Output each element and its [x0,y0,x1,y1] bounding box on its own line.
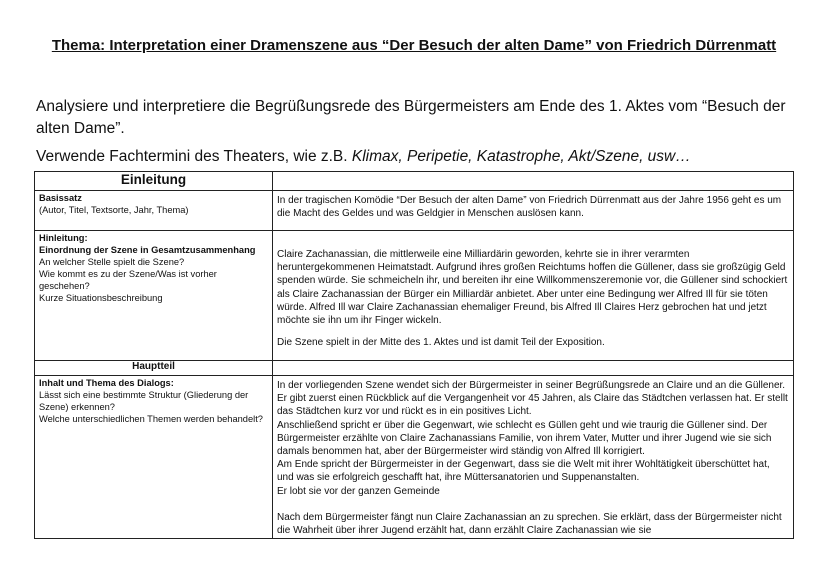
inhalt-text-4: Am Ende spricht der Bürgermeister in der Gegenwart, dass sie die Welt mit ihrer Wohltätigkeit überschüttet hat, und was sie erfolgreich geschafft hat, ihre Müttersanatorien und Suppenanstalten. [277,459,770,484]
inhalt-text-cell [273,376,794,539]
table-header-hauptteil [35,361,794,376]
inhalt-text-6: Nach dem Bürgermeister fängt nun Claire Zachanassian an zu sprechen. Sie erklärt, dass der Bürgermeister nicht die Wahrheit über ihrer Jugend erzählt hat, dann erzählt Claire Zachanassian wie sie [277,511,782,537]
table-row-basissatz [35,191,794,231]
hinleitung-text-2: Die Szene spielt in der Mitte des 1. Aktes und ist damit Teil der Exposition. [277,337,605,349]
analysis-table [34,171,794,539]
instruction-terms-prefix: Verwende Fachtermini des Theaters, wie z.B. [36,148,352,165]
basissatz-description: (Autor, Titel, Textsorte, Jahr, Thema) [39,205,189,215]
inhalt-text-5: Er lobt sie vor der ganzen Gemeinde [277,485,440,497]
hinleitung-label: Hinleitung: [39,233,88,243]
hinleitung-text-cell [273,231,794,361]
inhalt-question-2: Welche unterschiedlichen Themen werden behandelt? [39,414,263,424]
inhalt-label: Inhalt und Thema des Dialogs: [39,378,174,388]
hinleitung-text-1: Claire Zachanassian, die mittlerweile eine Milliardärin geworden, kehrte sie in ihrer verarmten heruntergekommenen Heimatstadt. Aufgrund ihres großen Reichtums hoffen die Güllener, dass sie großzügig Geld spenden würde. Sie schmeicheln ihr, und bereiten ihr eine Willkommenszeremonie vor, die Güllener sind schockiert als Claire Zachanassian der Bürger ein Milliardär anbietet. Aber unter eine Bedingung wer Alfred Ill für sie töten würde. Alfred Ill war Claire Zachanassian ehemaliger Freund, bis Alfred Ill Claires Herz gebrochen hat und jetzt möchte sie ihn um ihr Finger wickeln. [277,249,788,327]
inhalt-label-cell [35,376,273,539]
hinleitung-question-1: An welcher Stelle spielt die Szene? [39,257,185,267]
instruction-analyze: Analysiere und interpretiere die Begrüßungsrede des Bürgermeisters am Ende des 1. Aktes vom “Besuch der alten Dame”. [36,98,786,137]
inhalt-text-2: Er gibt zuerst einen Rückblick auf die Vergangenheit vor 45 Jahren, als Claire das Städtchen verlassen hat. Er stellt das Städtchen kurz vor und rückt es in ein positives Licht. [277,393,788,418]
instruction-terms [36,146,796,168]
inhalt-text-3: Anschließend spricht er über die Gegenwart, wie schlecht es Güllen geht und wie traurig die Güllener sind. Der Bürgermeister erzählte von Claire Zachanassians Familie, von ihrem Vater, Mutter und ihrer Jugend wie sie sich damals benommen hat, aber der Bürgermeister wird ständig von Alfred Ill korrigiert. [277,419,772,458]
inhalt-text-1: In der vorliegenden Szene wendet sich der Bürgermeister in seiner Begrüßungsrede an Claire und an die Güllener. [277,380,786,391]
basissatz-label: Basissatz [39,193,82,203]
basissatz-label-cell [35,191,273,231]
inhalt-question-1: Lässt sich eine bestimmte Struktur (Gliederung der Szene) erkennen? [39,390,249,412]
empty-cell [273,172,794,191]
document-title: Thema: Interpretation einer Dramenszene aus “Der Besuch der alten Dame” von Friedrich Dürrenmatt [51,37,777,54]
basissatz-text-cell [273,191,794,231]
hinleitung-sublabel: Einordnung der Szene in Gesamtzusammenhang [39,245,256,255]
hinleitung-question-3: Kurze Situationsbeschreibung [39,293,163,303]
table-header-einleitung [35,172,794,191]
hinleitung-question-2: Wie kommt es zu der Szene/Was ist vorher geschehen? [39,269,217,291]
hinleitung-label-cell [35,231,273,361]
einleitung-heading: Einleitung [35,172,273,191]
table-row-hinleitung [35,231,794,361]
table-row-inhalt [35,376,794,539]
instruction-terms-list: Klimax, Peripetie, Katastrophe, Akt/Szene, usw… [351,148,691,165]
hauptteil-heading: Hauptteil [35,361,273,376]
basissatz-text: In der tragischen Komödie “Der Besuch der alten Dame” von Friedrich Dürrenmatt aus der Jahre 1956 geht es um die Macht des Geldes und was Geldgier in Menschen auslösen kann. [277,195,782,220]
empty-cell [273,361,794,376]
